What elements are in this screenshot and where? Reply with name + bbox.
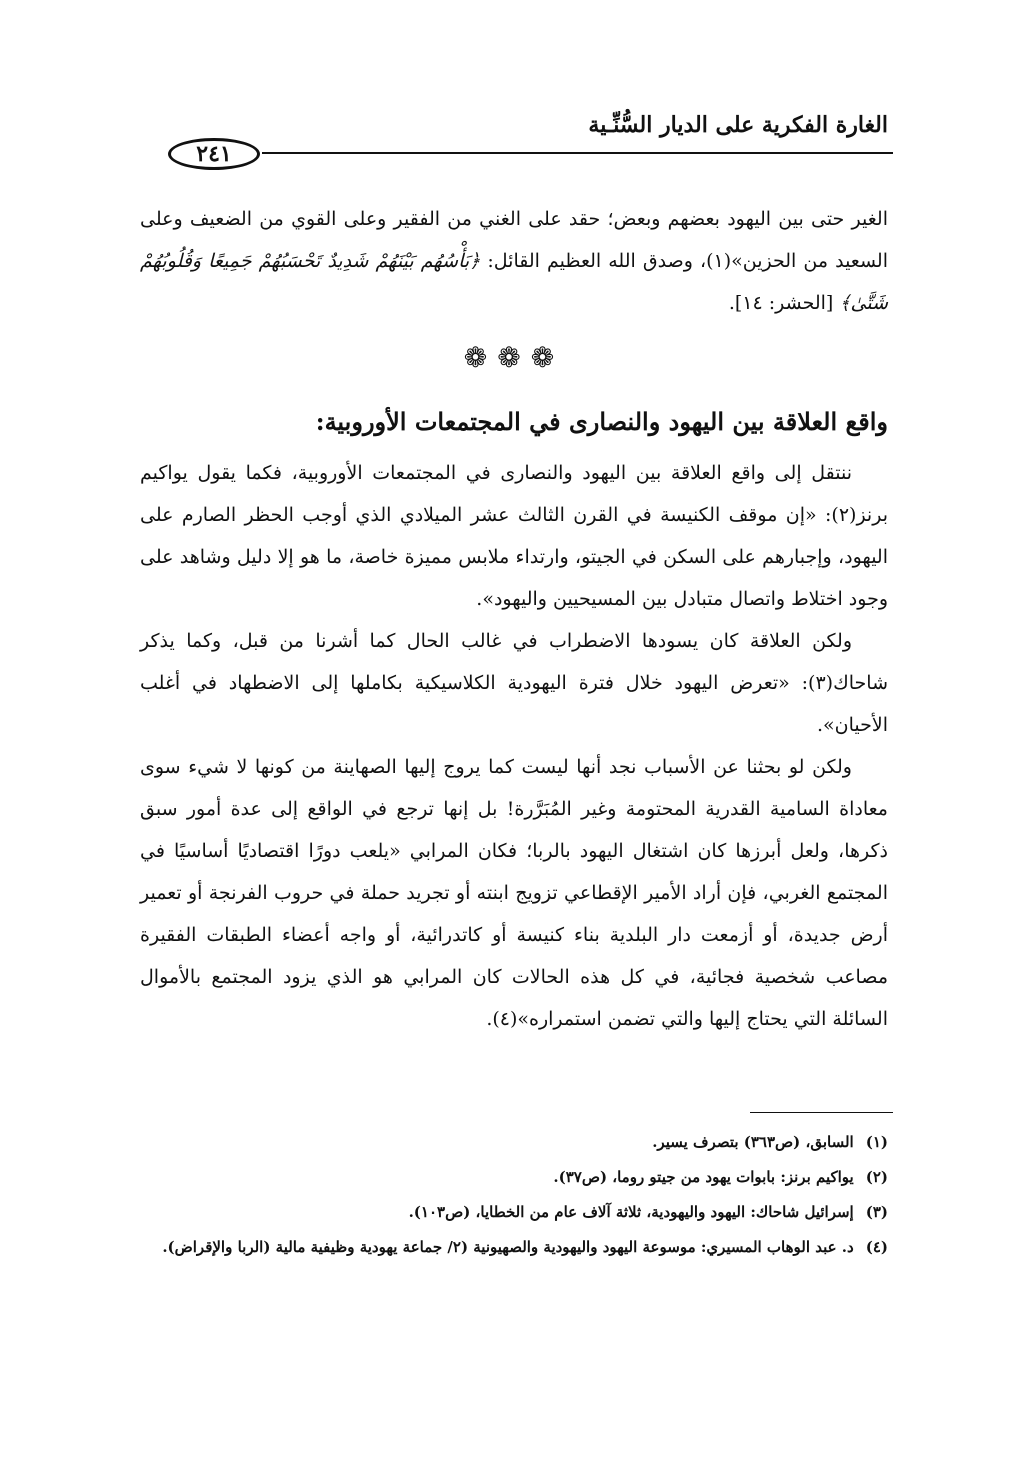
footnote-number: (٣) <box>865 1203 888 1221</box>
footnote-text: د. عبد الوهاب المسيري: موسوعة اليهود واليهودية والصهيونية (٢/ جماعة يهودية وظيفية مالية (الربا والإقراض). <box>162 1238 854 1256</box>
footnote <box>140 1128 888 1157</box>
intro-text: الغير حتى بين اليهود بعضهم وبعض؛ حقد على الغني من الفقير وعلى القوي من الضعيف وعلى السعيد من الحزين»(١)، وصدق الله العظيم القائل: <box>140 208 888 272</box>
footnote-number: (٢) <box>865 1168 888 1186</box>
footnote-number: (١) <box>865 1133 888 1151</box>
footnote <box>140 1163 888 1192</box>
footnote <box>140 1198 888 1227</box>
footnote <box>140 1233 888 1262</box>
footnote-number: (٤) <box>865 1238 888 1256</box>
footnote-text: إسرائيل شاحاك: اليهود واليهودية، ثلاثة آلاف عام من الخطايا، (ص١٠٣). <box>408 1203 854 1221</box>
section-divider-ornament: ❁❁❁ <box>463 341 565 374</box>
paragraph: ولكن لو بحثنا عن الأسباب نجد أنها ليست كما يروج إليها الصهاينة من كونها لا شيء سوى معاداة السامية القدرية المحتومة وغير المُبَرَّرة! بل إنها ترجع في الواقع إلى عدة أمور سبق ذكرها، ولعل أبرزها كان اشتغال اليهود بالربا؛ فكان المرابي «يلعب دورًا اقتصاديًا أساسيًا في المجتمع الغربي، فإن أراد الأمير الإقطاعي تزويج ابنته أو تجريد حملة في حروب الفرنجة أو تعمير أرض جديدة، أو أزمعت دار البلدية بناء كنيسة أو كاتدرائية، أو واجه أعضاء الطبقات الفقيرة مصاعب شخصية فجائية، في كل هذه الحالات كان المرابي هو الذي يزود المجتمع بالأموال السائلة التي يحتاج إليها والتي تضمن استمراره»(٤). <box>140 756 888 1030</box>
header-rule <box>262 152 893 154</box>
quran-verse: ﴿بَأْسُهُم بَيْنَهُمْ شَدِيدٌ تَحْسَبُهُمْ جَمِيعًا وَقُلُوبُهُمْ شَتَّىٰ﴾ <box>140 250 888 314</box>
paragraph: ننتقل إلى واقع العلاقة بين اليهود والنصارى في المجتمعات الأوروبية، فكما يقول يواكيم برنز(٢): «إن موقف الكنيسة في القرن الثالث عشر الميلادي الذي أوجب الحظر الصارم على اليهود، وإجبارهم على السكن في الجيتو، وارتداء ملابس مميزة خاصة، ما هو إلا دليل وشاهد على وجود اختلاط واتصال متبادل بين المسيحيين واليهود». <box>140 462 888 610</box>
quran-reference: [الحشر: ١٤]. <box>728 292 840 314</box>
footnote-rule <box>750 1112 893 1113</box>
footnote-text: السابق، (ص٣٦٣) بتصرف يسير. <box>652 1133 854 1151</box>
intro-paragraph <box>140 198 888 324</box>
main-text <box>140 198 888 1040</box>
running-title: الغارة الفكرية على الديار السُّنِّـية <box>588 112 888 138</box>
page-number: ٢٤١ <box>168 138 260 170</box>
footnote-text: يواكيم برنز: بابوات يهود من جيتو روما، (ص٣٧). <box>553 1168 854 1186</box>
section-title: واقع العلاقة بين اليهود والنصارى في المجتمعات الأوروبية: <box>315 407 888 436</box>
paragraph: ولكن العلاقة كان يسودها الاضطراب في غالب الحال كما أشرنا من قبل، وكما يذكر شاحاك(٣): «تعرض اليهود خلال فترة اليهودية الكلاسيكية بكاملها إلى الاضطهاد في أغلب الأحيان». <box>140 630 888 736</box>
footnotes <box>140 1128 888 1268</box>
